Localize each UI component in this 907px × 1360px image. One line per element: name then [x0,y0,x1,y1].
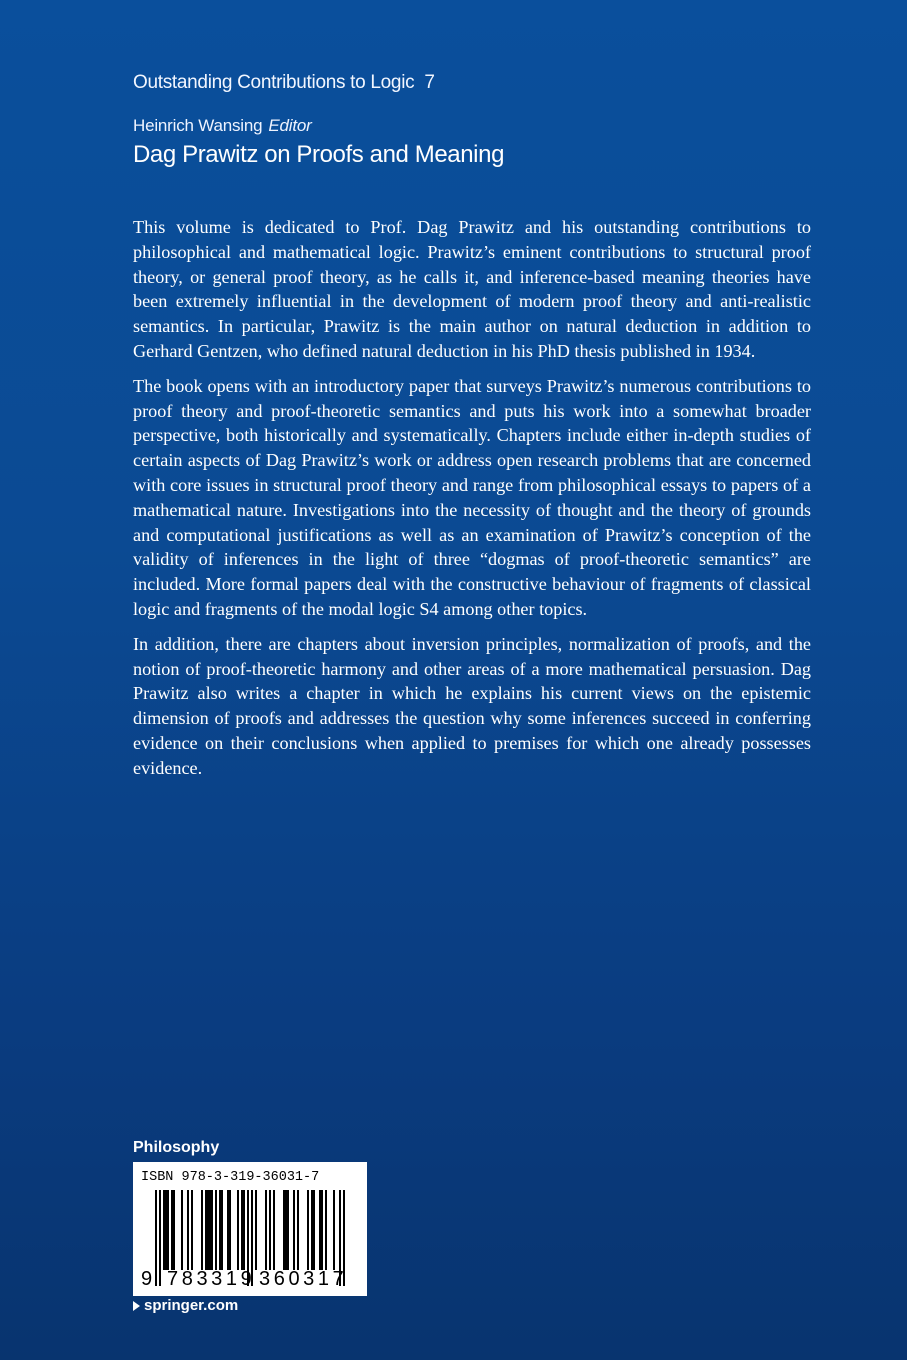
barcode-bar [155,1190,157,1286]
barcode-bar [229,1190,231,1270]
barcode-bar [191,1190,193,1270]
barcode-bar [311,1190,313,1270]
barcode-bar [321,1190,323,1270]
barcode-bar [227,1190,229,1270]
series-number: 7 [424,72,435,93]
category-label: Philosophy [133,1139,220,1156]
barcode-bar [163,1190,165,1270]
barcode-bar [201,1190,203,1270]
blurb-paragraph: In addition, there are chapters about inversion principles, normalization of proofs, and the notion of proof-theoretic harmony and other areas of a more mathematical persuasion. Dag Prawitz also writes a chapter in which he explains his current views on the epistemic dimension of proofs and addresses the question why some inferences succeed in conferring evidence on their conclusions when applied to premises for which one already possesses evidence. [133,633,811,778]
website-link[interactable] [133,1297,238,1314]
barcode-bar [159,1190,161,1286]
barcode-bar [269,1190,271,1270]
barcode-bar [187,1190,189,1270]
barcode-bar [293,1190,295,1270]
barcode-bar [333,1190,335,1270]
ean-right-group: 360317 [259,1268,348,1290]
blurb-paragraph: This volume is dedicated to Prof. Dag Prawitz and his outstanding contributions to philosophical and mathematical logic. Prawitz’s eminent contributions to structural proof theory, or general proof theory, as he calls it, and inference-based meaning theories have been extremely influential in the development of modern proof theory and anti-realistic semantics. In particular, Prawitz is the main author on natural deduction in addition to Gerhard Gentzen, who defined natural deduction in his PhD thesis published in 1934. [133,217,811,361]
barcode-bar [167,1190,169,1270]
barcode-bar [287,1190,289,1270]
barcode-bar [241,1190,243,1270]
series-name: Outstanding Contributions to Logic [133,72,415,93]
barcode-panel [133,1162,367,1296]
barcode-bar [211,1190,213,1270]
barcode-bar [173,1190,175,1270]
editor-line [133,116,312,136]
barcode-bar [221,1190,223,1270]
barcode-bar [255,1190,257,1270]
barcode-bar [205,1190,207,1270]
barcode-bar [297,1190,299,1270]
blurb-paragraph: The book opens with an introductory paper that surveys Prawitz’s numerous contributions to proof theory and proof-theoretic semantics and puts his work into a somewhat broader perspective, both historically and systematically. Chapters include either in-depth studies of certain aspects of Dag Prawitz’s work or address open research problems that are concerned with core issues in structural proof theory and range from philosophical essays to papers of a mathematical nature. Investigations into the necessity of thought and the theory of grounds and computational justifications as well as an examination of Prawitz’s conception of the validity of inferences in the light of three “dogmas of proof-theoretic semantics” are included. More formal papers deal with the constructive behaviour of fragments of classical logic and fragments of the modal logic S4 among other topics. [133,375,811,619]
barcode-bar [243,1190,245,1270]
arrow-right-icon [133,1301,140,1311]
barcode-bar [171,1190,173,1270]
barcode-bar [325,1190,327,1270]
barcode-bar [265,1190,267,1270]
barcode-bar [319,1190,321,1270]
barcode-bar [207,1190,209,1270]
website-text: springer.com [144,1297,239,1314]
barcode-bar [209,1190,211,1270]
ean-left-group: 783319 [167,1268,256,1290]
barcode-bar [181,1190,183,1270]
barcode-bar [165,1190,167,1270]
ean-first-digit: 9 [141,1268,153,1290]
barcode-bar [285,1190,287,1270]
editor-name: Heinrich Wansing [133,116,263,135]
barcode-bar [307,1190,309,1270]
isbn-label: ISBN 978-3-319-36031-7 [141,1170,320,1185]
barcode-bar [313,1190,315,1270]
barcode-bar [237,1190,239,1270]
blurb [133,215,811,791]
editor-role: Editor [268,116,312,135]
barcode-bar [215,1190,217,1270]
book-title: Dag Prawitz on Proofs and Meaning [133,141,505,168]
barcode-bar [219,1190,221,1270]
barcode-bar [273,1190,275,1270]
series-line [133,72,435,94]
barcode-bar [283,1190,285,1270]
